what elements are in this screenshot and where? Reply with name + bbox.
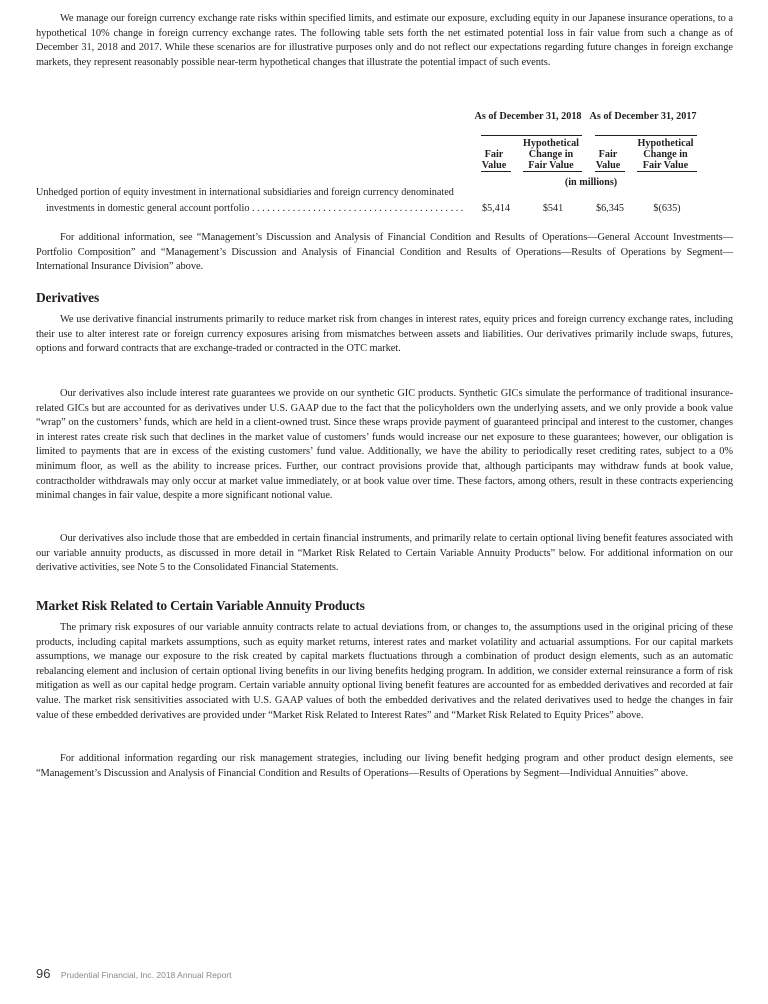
section-heading-variable-annuity-risk: Market Risk Related to Certain Variable Annuity Products xyxy=(36,598,365,613)
col-rule xyxy=(523,171,582,172)
col-rule xyxy=(481,171,511,172)
cell-fair-value-2017: $6,345 xyxy=(595,203,624,214)
col-rule xyxy=(637,171,697,172)
col-header-fair-value-2018 xyxy=(477,149,511,171)
cell-hypothetical-2018: $541 xyxy=(542,203,564,214)
additional-info-paragraph: For additional information, see “Management’s Discussion and Analysis of Financial Condition and Results of Operations—General Account Investments—Portfolio Composition” and “Management’s Discussion and Analysis of Financial Condition and Results of Operations—Results of Operations by Segment—International Insurance Division” above. xyxy=(36,232,733,273)
cell-hypothetical-2017: $(635) xyxy=(653,203,681,214)
col-header-hypothetical-2018 xyxy=(520,138,582,171)
variable-annuity-paragraph-1: The primary risk exposures of our variable annuity contracts relate to actual deviations from, or changes to, the assumptions used in the original pricing of these products, including capital markets assumptions, such as equity market returns, interest rates and market volatility and actuarial assumptions. For our capital markets assumptions, we manage our exposure to the risk created by capital markets fluctuations through a combination of product design elements, such as an automatic rebalancing element and inclusion of certain optional living benefits in our living benefits hedging program. In addition, we consider external reinsurance a form of risk mitigation as well as our capital hedge program. Certain variable annuity optional living benefit features are accounted for as embedded derivatives and recorded at fair value. The market risk sensitivities associated with U.S. GAAP values of both the embedded derivatives and the related derivatives used to hedge the changes in fair value of these embedded derivatives are provided under “Market Risk Related to Interest Rates” and “Market Risk Related to Equity Prices” above. xyxy=(36,622,733,721)
intro-paragraph: We manage our foreign currency exchange rate risks within specified limits, and estimate our exposure, excluding equity in our Japanese insurance operations, to a hypothetical 10% change in foreign currency exchange rates. The following table sets forth the net estimated potential loss in fair value from such a change as of December 31, 2018 and 2017. While these scenarios are for illustrative purposes only and do not reflect our expectations regarding future changes in foreign exchange markets, they represent reasonably possible near-term hypothetical changes that illustrate the potential impact of such events. xyxy=(36,13,733,68)
col-header-hypothetical-2017 xyxy=(634,138,697,171)
row-label-line1: Unhedged portion of equity investment in international subsidiaries and foreign currency denominated xyxy=(36,187,454,198)
group-header-2018: As of December 31, 2018 xyxy=(474,111,582,122)
col-header-text: Hypothetical Change in Fair Value xyxy=(522,138,580,171)
group-rule-2017 xyxy=(595,135,697,136)
section-heading-derivatives: Derivatives xyxy=(36,290,100,305)
col-header-text: Fair Value xyxy=(481,149,507,171)
cell-fair-value-2018: $5,414 xyxy=(481,203,510,214)
group-rule-2018 xyxy=(481,135,582,136)
col-rule xyxy=(595,171,625,172)
page-number: 96 xyxy=(36,966,51,981)
variable-annuity-paragraph-2: For additional information regarding our risk management strategies, including our living benefit hedging program and other product design elements, see “Management’s Discussion and Analysis of Financial Condition and Results of Operations—Results of Operations by Segment—Individual Annuities” above. xyxy=(36,753,733,779)
page-footer xyxy=(36,965,232,983)
group-header-2017: As of December 31, 2017 xyxy=(589,111,697,122)
units-label: (in millions) xyxy=(564,177,618,188)
report-title: Prudential Financial, Inc. 2018 Annual Report xyxy=(60,970,232,980)
derivatives-paragraph-1: We use derivative financial instruments primarily to reduce market risk from changes in interest rates, equity prices and foreign currency exchange rates, including their use to alter interest rate or foreign currency exposures arising from mismatches between assets and liabilities. Our derivatives primarily include swaps, futures, options and forward contracts that are exchange-traded or contracted in the OTC market. xyxy=(36,314,733,355)
col-header-text: Fair Value xyxy=(595,149,621,171)
col-header-fair-value-2017 xyxy=(591,149,625,171)
row-label-line2: investments in domestic general account portfolio . . . . . . . . . . . . . . . . . . . . . . . . . . . . . . . . . . . . . . . . . . xyxy=(46,203,464,214)
derivatives-paragraph-3: Our derivatives also include those that are embedded in certain financial instruments, and primarily relate to certain optional living benefit features associated with our variable annuity products, as discussed in more detail in “Market Risk Related to Certain Variable Annuity Products” below. For additional information on our derivative activities, see Note 5 to the Consolidated Financial Statements. xyxy=(36,533,733,574)
col-header-text: Hypothetical Change in Fair Value xyxy=(637,138,694,171)
derivatives-paragraph-2: Our derivatives also include interest rate guarantees we provide on our synthetic GIC products. Synthetic GICs simulate the performance of traditional insurance-related GICs but are accounted for as derivatives under U.S. GAAP due to the fact that the policyholders own the underlying assets, and we only provide a book value “wrap” on the customers’ funds, which are held in a client-owned trust. Since these wraps provide payment of guaranteed principal and interest to the customer, changes in interest rates create risk such that declines in the market value of customers’ funds would increase our net exposure to these guarantees; however, our obligation is limited to payments that are in excess of the existing customers’ fund value. Additionally, we have the ability to periodically reset crediting rates, subject to a 0% minimum floor, as well as the ability to increase prices. Further, our contract provisions provide that, although participants may withdraw funds at book value, contractholder withdrawals may only occur at market value immediately, or at book value over time. These factors, among others, result in these contracts experiencing minimal changes in fair value, despite a more significant notional value. xyxy=(36,388,733,502)
